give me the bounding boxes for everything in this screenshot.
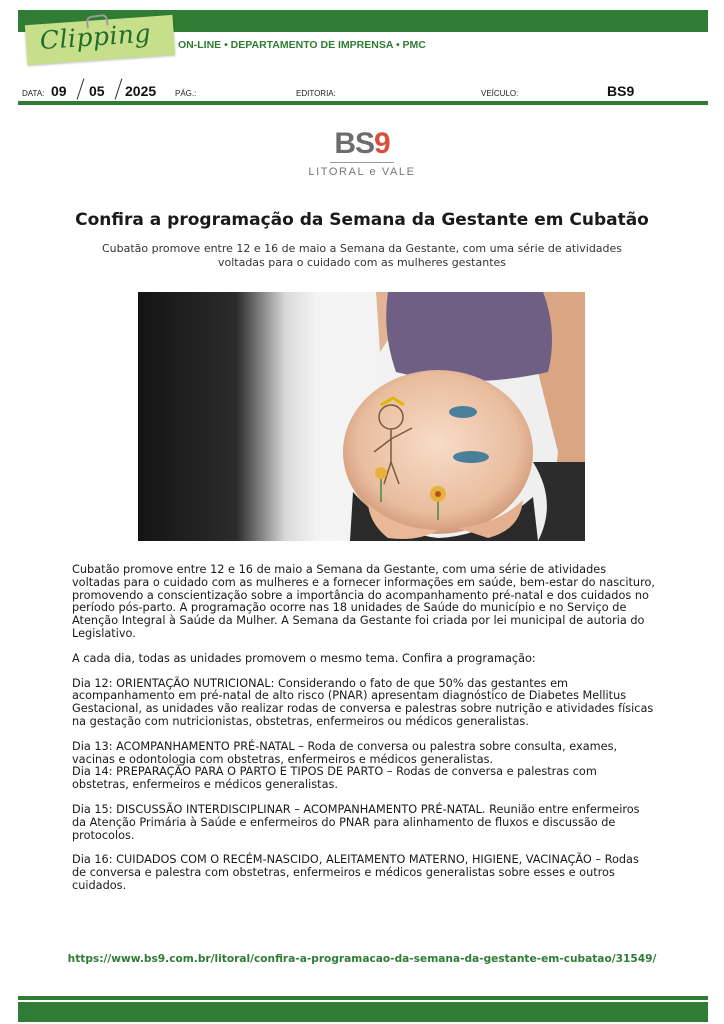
page-label: PÁG.: xyxy=(175,89,197,98)
footer-green-bar xyxy=(18,1002,708,1022)
editoria-label: EDITORIA: xyxy=(296,89,336,98)
logo-mark-suffix: 9 xyxy=(374,127,390,160)
body-paragraph: Dia 12: ORIENTAÇÃO NUTRICIONAL: Considerando o fato de que 50% das gestantes em acompanhamento em pré-natal de alto risco (PNAR) apresentam diagnóstico de Diabetes Mellitus Gestacional, as unidades vão realizar rodas de conversa e palestras sobre nutrição e atividades físicas na gestação com nutricionistas, obstetras, enfermeiros ou médicos generalistas. xyxy=(72,676,654,728)
logo-subtitle: LITORAL e VALE xyxy=(308,166,416,178)
header-divider xyxy=(18,101,708,105)
body-paragraph: A cada dia, todas as unidades promovem o mesmo tema. Confira a programação: xyxy=(72,651,536,665)
doodle-cloud xyxy=(453,451,489,463)
body-paragraph: Dia 16: CUIDADOS COM O RECÉM-NASCIDO, ALEITAMENTO MATERNO, HIGIENE, VACINAÇÃO – Rodas de conversa e palestra com obstetras, enfermeiros e médicos generalistas sobre esses e outros cuidados. xyxy=(72,853,639,892)
body-paragraph: Cubatão promove entre 12 e 16 de maio a Semana da Gestante, com uma série de atividades voltadas para o cuidado com as mulheres e a fornecer informações em saúde, bem-estar do nascituro, promovendo a conscientização sobre a importância do acompanhamento pré-natal e dos cuidados no período pós-parto. A programação ocorre nas 18 unidades de Saúde do município e no Serviço de Atenção Integral à Saúde da Mulher. A Semana da Gestante foi criada por lei municipal de autoria do Legislativo. xyxy=(72,563,655,640)
veiculo-label: VEÍCULO: xyxy=(481,89,519,98)
date-day: 09 xyxy=(51,83,67,99)
body-paragraph: Dia 15: DISCUSSÃO INTERDISCIPLINAR – ACOMPANHAMENTO PRÉ-NATAL. Reunião entre enfermeiros da Atenção Primária à Saúde e enfermeiros do PNAR para alinhamento de fluxos e discussão de protocolos. xyxy=(72,802,640,842)
pregnant-belly-photo xyxy=(138,292,585,541)
doodle-flower xyxy=(375,467,387,479)
article-subtitle: Cubatão promove entre 12 e 16 de maio a Semana da Gestante, com uma série de atividades voltadas para o cuidado com as mulheres gestantes xyxy=(101,242,623,269)
date-separator xyxy=(115,78,123,99)
bs9-logo-mark xyxy=(300,127,424,161)
date-year: 2025 xyxy=(125,83,157,99)
logo-divider xyxy=(330,162,394,163)
date-month: 05 xyxy=(89,83,105,99)
date-label: DATA: xyxy=(22,89,45,98)
article-title: Confira a programação da Semana da Gestante em Cubatão xyxy=(75,210,649,230)
article-body xyxy=(72,564,656,905)
purple-top xyxy=(386,292,552,381)
footer-thin-bar xyxy=(18,996,708,1000)
clipping-tag-label: Clipping xyxy=(38,18,152,56)
bs9-logo xyxy=(300,127,424,178)
department-label: ON-LINE • DEPARTAMENTO DE IMPRENSA • PMC xyxy=(178,39,426,51)
source-url-link[interactable]: https://www.bs9.com.br/litoral/confira-a-programacao-da-semana-da-gestante-em-cubatao/31549/ xyxy=(67,953,657,965)
date-separator xyxy=(77,78,85,99)
clipping-metadata-row xyxy=(18,78,708,102)
logo-mark-prefix: BS xyxy=(334,127,374,160)
body-paragraph: Dia 13: ACOMPANHAMENTO PRÉ-NATAL – Roda de conversa ou palestra sobre consulta, exames, vacinas e odontologia com obstetras, enfermeiros e médicos generalistas. Dia 14: PREPARAÇÃO PARA O PARTO E TIPOS DE PARTO – Rodas de conversa e palestras com obstetras, enfermeiros e médicos generalistas. xyxy=(72,739,618,792)
doodle-cloud xyxy=(449,406,477,418)
veiculo-value: BS9 xyxy=(607,83,635,99)
